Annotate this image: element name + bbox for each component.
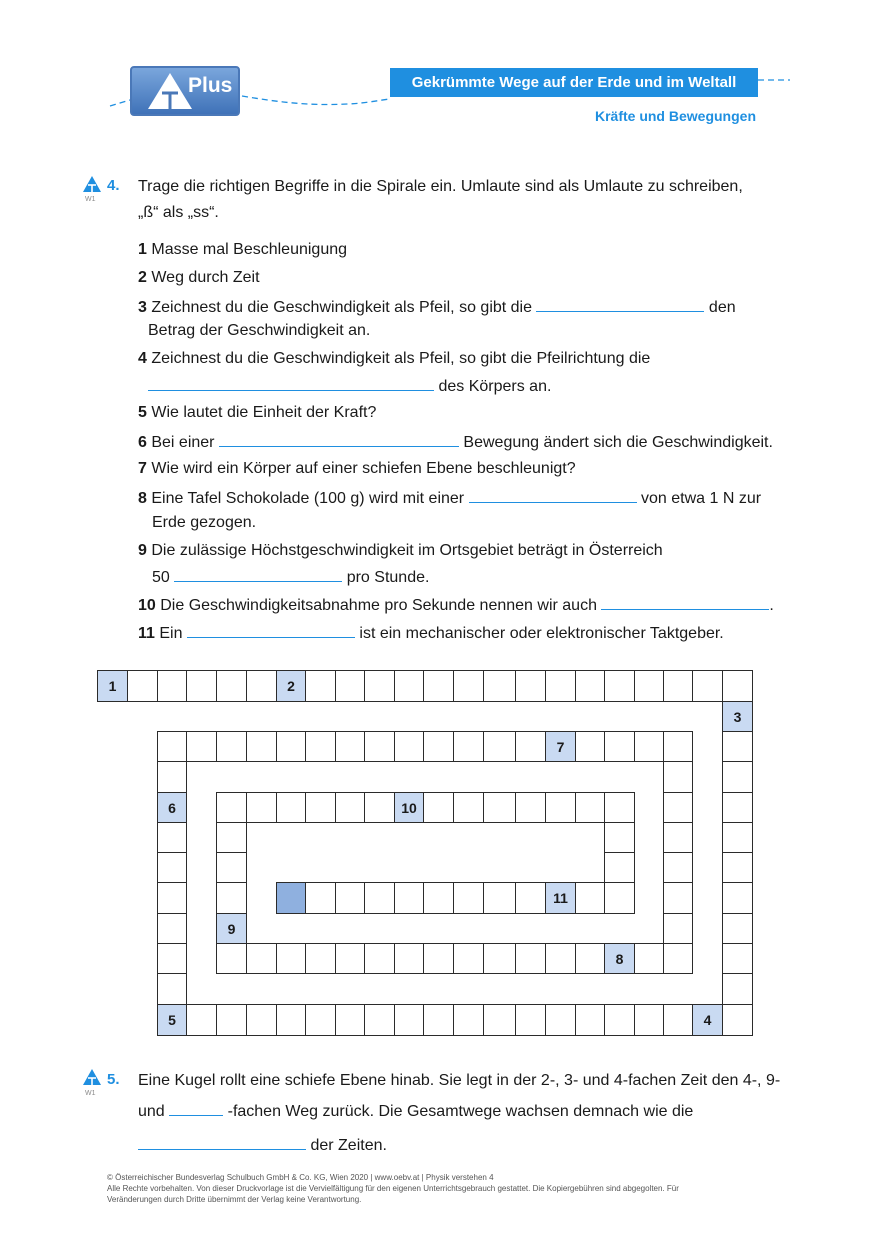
clue-text: Wie lautet die Einheit der Kraft? — [151, 404, 377, 421]
grid-cell[interactable] — [216, 1004, 247, 1036]
grid-cell[interactable] — [483, 1004, 516, 1036]
clue-8-continuation — [152, 514, 256, 532]
grid-cell[interactable] — [335, 1004, 365, 1036]
task-instruction-line: Trage die richtigen Begriffe in die Spirale ein. Umlaute sind als Umlaute zu schreiben, — [138, 178, 743, 195]
grid-cell[interactable] — [515, 943, 546, 974]
task-text-line: Eine Kugel rollt eine schiefe Ebene hinab. Sie legt in der 2-, 3- und 4-fachen Zeit den 4-, 9- — [138, 1072, 781, 1089]
task-text: -fachen Weg zurück. Die Gesamtwege wachsen demnach wie die — [227, 1103, 694, 1120]
grid-cell-number: 10 — [401, 800, 417, 816]
grid-cell-number: 3 — [733, 709, 742, 725]
grid-cell[interactable] — [545, 1004, 576, 1036]
grid-cell[interactable] — [364, 1004, 395, 1036]
grid-cell[interactable] — [276, 792, 306, 823]
footer-line: © Österreichischer Bundesverlag Schulbuch GmbH & Co. KG, Wien 2020 | www.oebv.at | Physik verstehen 4 — [107, 1173, 494, 1182]
grid-cell[interactable] — [604, 1004, 635, 1036]
grid-cell[interactable] — [157, 731, 187, 762]
grid-cell[interactable] — [722, 822, 753, 853]
grid-cell[interactable] — [276, 943, 306, 974]
grid-cell[interactable] — [127, 670, 158, 702]
grid-cell[interactable] — [394, 943, 424, 974]
grid-cell[interactable] — [483, 882, 516, 914]
answer-blank[interactable] — [219, 432, 459, 447]
grid-cell[interactable] — [157, 761, 187, 793]
footer-line: Alle Rechte vorbehalten. Von dieser Druckvorlage ist die Vervielfältigung für den eigenen Unterrichtsgebrauch gestattet. Die Kopiergebühren sind abgegolten. Für — [107, 1184, 679, 1193]
grid-cell[interactable] — [394, 792, 424, 823]
clue-text: Masse mal Beschleunigung — [151, 241, 348, 258]
clue-number: 10 — [138, 597, 156, 614]
clue-text: . — [769, 597, 774, 614]
grid-cell[interactable] — [663, 761, 693, 793]
grid-cell-number: 11 — [553, 890, 568, 906]
clue-11 — [138, 623, 724, 643]
grid-cell[interactable] — [276, 882, 306, 914]
grid-cell[interactable] — [692, 670, 723, 702]
grid-cell-number: 4 — [703, 1012, 712, 1028]
grid-cell[interactable] — [604, 882, 635, 914]
grid-cell[interactable] — [305, 1004, 336, 1036]
grid-cell[interactable] — [545, 792, 576, 823]
grid-cell[interactable] — [634, 731, 664, 762]
grid-cell[interactable] — [276, 731, 306, 762]
grid-cell[interactable] — [722, 731, 753, 762]
grid-cell[interactable] — [423, 943, 454, 974]
grid-cell[interactable] — [216, 822, 247, 853]
clue-5 — [138, 404, 376, 422]
clue-text: Die zulässige Höchstgeschwindigkeit im Ortsgebiet beträgt in Österreich — [151, 542, 663, 559]
grid-cell[interactable] — [186, 1004, 217, 1036]
grid-cell[interactable] — [423, 731, 454, 762]
clue-1 — [138, 241, 347, 259]
grid-cell[interactable] — [722, 943, 753, 974]
grid-cell[interactable] — [663, 943, 693, 974]
grid-cell[interactable] — [394, 882, 424, 914]
clue-4 — [138, 350, 650, 368]
task-instruction-line: „ß“ als „ss“. — [138, 204, 219, 221]
grid-cell[interactable] — [483, 943, 516, 974]
grid-cell[interactable] — [305, 943, 336, 974]
grid-cell[interactable] — [515, 792, 546, 823]
task-text-line — [138, 1099, 693, 1124]
clue-text: Die Geschwindigkeitsabnahme pro Sekunde nennen wir auch — [160, 597, 597, 614]
grid-cell[interactable] — [335, 792, 365, 823]
grid-cell-number: 1 — [108, 678, 117, 694]
grid-cell-number: 9 — [227, 921, 236, 937]
grid-cell[interactable] — [722, 761, 753, 793]
grid-cell[interactable] — [186, 731, 217, 762]
grid-cell[interactable] — [157, 822, 187, 853]
answer-blank[interactable] — [174, 567, 342, 582]
clue-4-continuation — [148, 376, 551, 396]
clue-text: Bei einer — [151, 434, 215, 451]
grid-cell-number: 6 — [168, 800, 176, 816]
grid-cell[interactable] — [604, 852, 635, 883]
footer-line: Veränderungen durch Dritte übernimmt der Verlag keine Verantwortung. — [107, 1195, 362, 1204]
grid-cell[interactable] — [604, 670, 635, 702]
grid-cell[interactable] — [364, 731, 395, 762]
grid-cell[interactable] — [423, 1004, 454, 1036]
answer-blank[interactable] — [138, 1135, 306, 1150]
grid-cell[interactable] — [722, 670, 753, 702]
difficulty-triangle-icon — [82, 1068, 102, 1086]
grid-cell[interactable] — [246, 1004, 277, 1036]
grid-cell[interactable] — [722, 973, 753, 1005]
grid-cell[interactable] — [453, 670, 484, 702]
grid-cell[interactable] — [722, 882, 753, 914]
grid-cell[interactable] — [394, 670, 424, 702]
task-number: 5. — [107, 1071, 120, 1088]
grid-cell[interactable] — [216, 852, 247, 883]
clue-number: 4 — [138, 350, 147, 367]
grid-cell[interactable] — [335, 731, 365, 762]
clue-text: von etwa 1 N zur — [641, 490, 762, 507]
clue-text: Zeichnest du die Geschwindigkeit als Pfeil, so gibt die Pfeilrichtung die — [151, 350, 651, 367]
answer-blank[interactable] — [148, 376, 434, 391]
grid-cell[interactable] — [663, 792, 693, 823]
grid-cell[interactable] — [575, 792, 605, 823]
logo-text: Plus — [188, 74, 233, 97]
grid-cell[interactable] — [335, 943, 365, 974]
grid-cell[interactable] — [216, 943, 247, 974]
grid-cell[interactable] — [663, 913, 693, 944]
grid-cell[interactable] — [364, 792, 395, 823]
grid-cell[interactable] — [157, 792, 187, 823]
grid-cell[interactable] — [663, 852, 693, 883]
grid-cell[interactable] — [186, 670, 217, 702]
clue-number: 3 — [138, 299, 147, 316]
answer-blank[interactable] — [169, 1101, 223, 1116]
chapter-title: Gekrümmte Wege auf der Erde und im Weltall — [390, 68, 758, 97]
grid-cell[interactable] — [364, 882, 395, 914]
clue-text: Wie wird ein Körper auf einer schiefen Ebene beschleunigt? — [151, 460, 576, 477]
grid-cell[interactable] — [545, 943, 576, 974]
clue-2 — [138, 269, 260, 287]
clue-8 — [138, 488, 761, 508]
clue-number: 2 — [138, 269, 147, 286]
grid-cell[interactable] — [663, 670, 693, 702]
grid-cell[interactable] — [604, 792, 635, 823]
grid-cell[interactable] — [246, 943, 277, 974]
grid-cell[interactable] — [157, 973, 187, 1005]
task-number: 4. — [107, 177, 120, 194]
answer-blank[interactable] — [187, 623, 355, 638]
grid-cell[interactable] — [335, 670, 365, 702]
grid-cell[interactable] — [663, 731, 693, 762]
grid-cell[interactable] — [545, 670, 576, 702]
grid-cell-number: 2 — [287, 678, 295, 694]
clue-text: 50 — [152, 569, 170, 586]
grid-cell[interactable] — [246, 792, 277, 823]
grid-cell[interactable] — [276, 1004, 306, 1036]
clue-text: pro Stunde. — [346, 569, 430, 586]
grid-cell[interactable] — [515, 731, 546, 762]
grid-cell[interactable] — [663, 882, 693, 914]
clue-text: Weg durch Zeit — [151, 269, 260, 286]
grid-cell[interactable] — [157, 882, 187, 914]
grid-cell[interactable] — [216, 913, 247, 944]
clue-7 — [138, 460, 576, 478]
grid-cell[interactable] — [453, 882, 484, 914]
grid-cell[interactable] — [722, 1004, 753, 1036]
clue-text: des Körpers an. — [438, 378, 552, 395]
clue-3-continuation — [148, 322, 370, 340]
task-level: W1 — [85, 196, 96, 203]
grid-cell[interactable] — [575, 1004, 605, 1036]
plus-logo — [130, 66, 240, 116]
grid-cell[interactable] — [453, 792, 484, 823]
clue-number: 1 — [138, 241, 147, 258]
grid-cell[interactable] — [634, 670, 664, 702]
grid-cell[interactable] — [663, 822, 693, 853]
grid-cell[interactable] — [692, 1004, 723, 1036]
grid-cell[interactable] — [545, 882, 576, 914]
grid-cell-number: 8 — [615, 951, 624, 967]
grid-cell[interactable] — [423, 882, 454, 914]
grid-cell[interactable] — [483, 731, 516, 762]
answer-blank[interactable] — [536, 297, 704, 312]
grid-cell[interactable] — [575, 943, 605, 974]
grid-cell[interactable] — [483, 792, 516, 823]
grid-cell[interactable] — [483, 670, 516, 702]
grid-cell[interactable] — [423, 792, 454, 823]
grid-cell[interactable] — [157, 913, 187, 944]
grid-cell[interactable] — [394, 1004, 424, 1036]
grid-cell[interactable] — [722, 913, 753, 944]
clue-9-continuation — [152, 567, 429, 587]
grid-cell[interactable] — [423, 670, 454, 702]
grid-cell[interactable] — [216, 731, 247, 762]
grid-cell[interactable] — [575, 882, 605, 914]
grid-cell[interactable] — [722, 792, 753, 823]
clue-text: Erde gezogen. — [152, 514, 257, 531]
grid-cell[interactable] — [575, 670, 605, 702]
clue-text: Ein — [159, 625, 183, 642]
clue-text: ist ein mechanischer oder elektronischer Taktgeber. — [359, 625, 724, 642]
answer-blank[interactable] — [469, 488, 637, 503]
clue-text: Bewegung ändert sich die Geschwindigkeit. — [463, 434, 773, 451]
grid-cell[interactable] — [276, 670, 306, 702]
clue-text: Eine Tafel Schokolade (100 g) wird mit einer — [151, 490, 465, 507]
grid-cell[interactable] — [364, 670, 395, 702]
clue-3 — [138, 297, 736, 317]
grid-cell[interactable] — [515, 1004, 546, 1036]
task-text: der Zeiten. — [310, 1137, 387, 1154]
task-level: W1 — [85, 1090, 96, 1097]
grid-cell[interactable] — [157, 670, 187, 702]
grid-cell[interactable] — [246, 731, 277, 762]
grid-cell[interactable] — [216, 882, 247, 914]
task-text-line — [138, 1133, 387, 1158]
answer-blank[interactable] — [601, 595, 769, 610]
grid-cell[interactable] — [364, 943, 395, 974]
chapter-subtitle: Kräfte und Bewegungen — [594, 108, 756, 124]
grid-cell[interactable] — [515, 882, 546, 914]
clue-number: 8 — [138, 490, 147, 507]
copyright-footer — [107, 1172, 807, 1205]
grid-cell[interactable] — [305, 792, 336, 823]
clue-number: 9 — [138, 542, 147, 559]
grid-cell[interactable] — [305, 670, 336, 702]
grid-cell[interactable] — [453, 943, 484, 974]
grid-cell[interactable] — [216, 792, 247, 823]
clue-number: 5 — [138, 404, 147, 421]
grid-cell-number: 5 — [168, 1012, 176, 1028]
grid-cell[interactable] — [722, 852, 753, 883]
grid-cell[interactable] — [604, 822, 635, 853]
grid-cell[interactable] — [722, 701, 753, 732]
grid-cell-number: 7 — [556, 739, 565, 755]
grid-cell[interactable] — [634, 943, 664, 974]
grid-cell[interactable] — [157, 943, 187, 974]
clue-number: 7 — [138, 460, 147, 477]
difficulty-triangle-icon — [82, 175, 102, 193]
grid-cell[interactable] — [246, 670, 277, 702]
grid-cell[interactable] — [157, 852, 187, 883]
grid-cell[interactable] — [604, 731, 635, 762]
grid-cell[interactable] — [453, 1004, 484, 1036]
grid-cell[interactable] — [335, 882, 365, 914]
clue-number: 11 — [138, 625, 155, 642]
clue-text: Betrag der Geschwindigkeit an. — [148, 322, 371, 339]
clue-number: 6 — [138, 434, 147, 451]
clue-10 — [138, 595, 774, 615]
grid-cell[interactable] — [663, 1004, 693, 1036]
grid-cell[interactable] — [97, 670, 128, 702]
grid-cell[interactable] — [634, 1004, 664, 1036]
grid-cell[interactable] — [575, 731, 605, 762]
clue-text: den — [708, 299, 736, 316]
grid-cell[interactable] — [604, 943, 635, 974]
clue-text: Zeichnest du die Geschwindigkeit als Pfeil, so gibt die — [151, 299, 533, 316]
grid-cell[interactable] — [305, 882, 336, 914]
clue-9 — [138, 542, 663, 560]
grid-cell[interactable] — [515, 670, 546, 702]
grid-cell[interactable] — [216, 670, 247, 702]
grid-cell[interactable] — [453, 731, 484, 762]
grid-cell[interactable] — [545, 731, 576, 762]
clue-6 — [138, 432, 773, 452]
grid-cell[interactable] — [305, 731, 336, 762]
grid-cell[interactable] — [157, 1004, 187, 1036]
task-text: und — [138, 1103, 165, 1120]
grid-cell[interactable] — [394, 731, 424, 762]
